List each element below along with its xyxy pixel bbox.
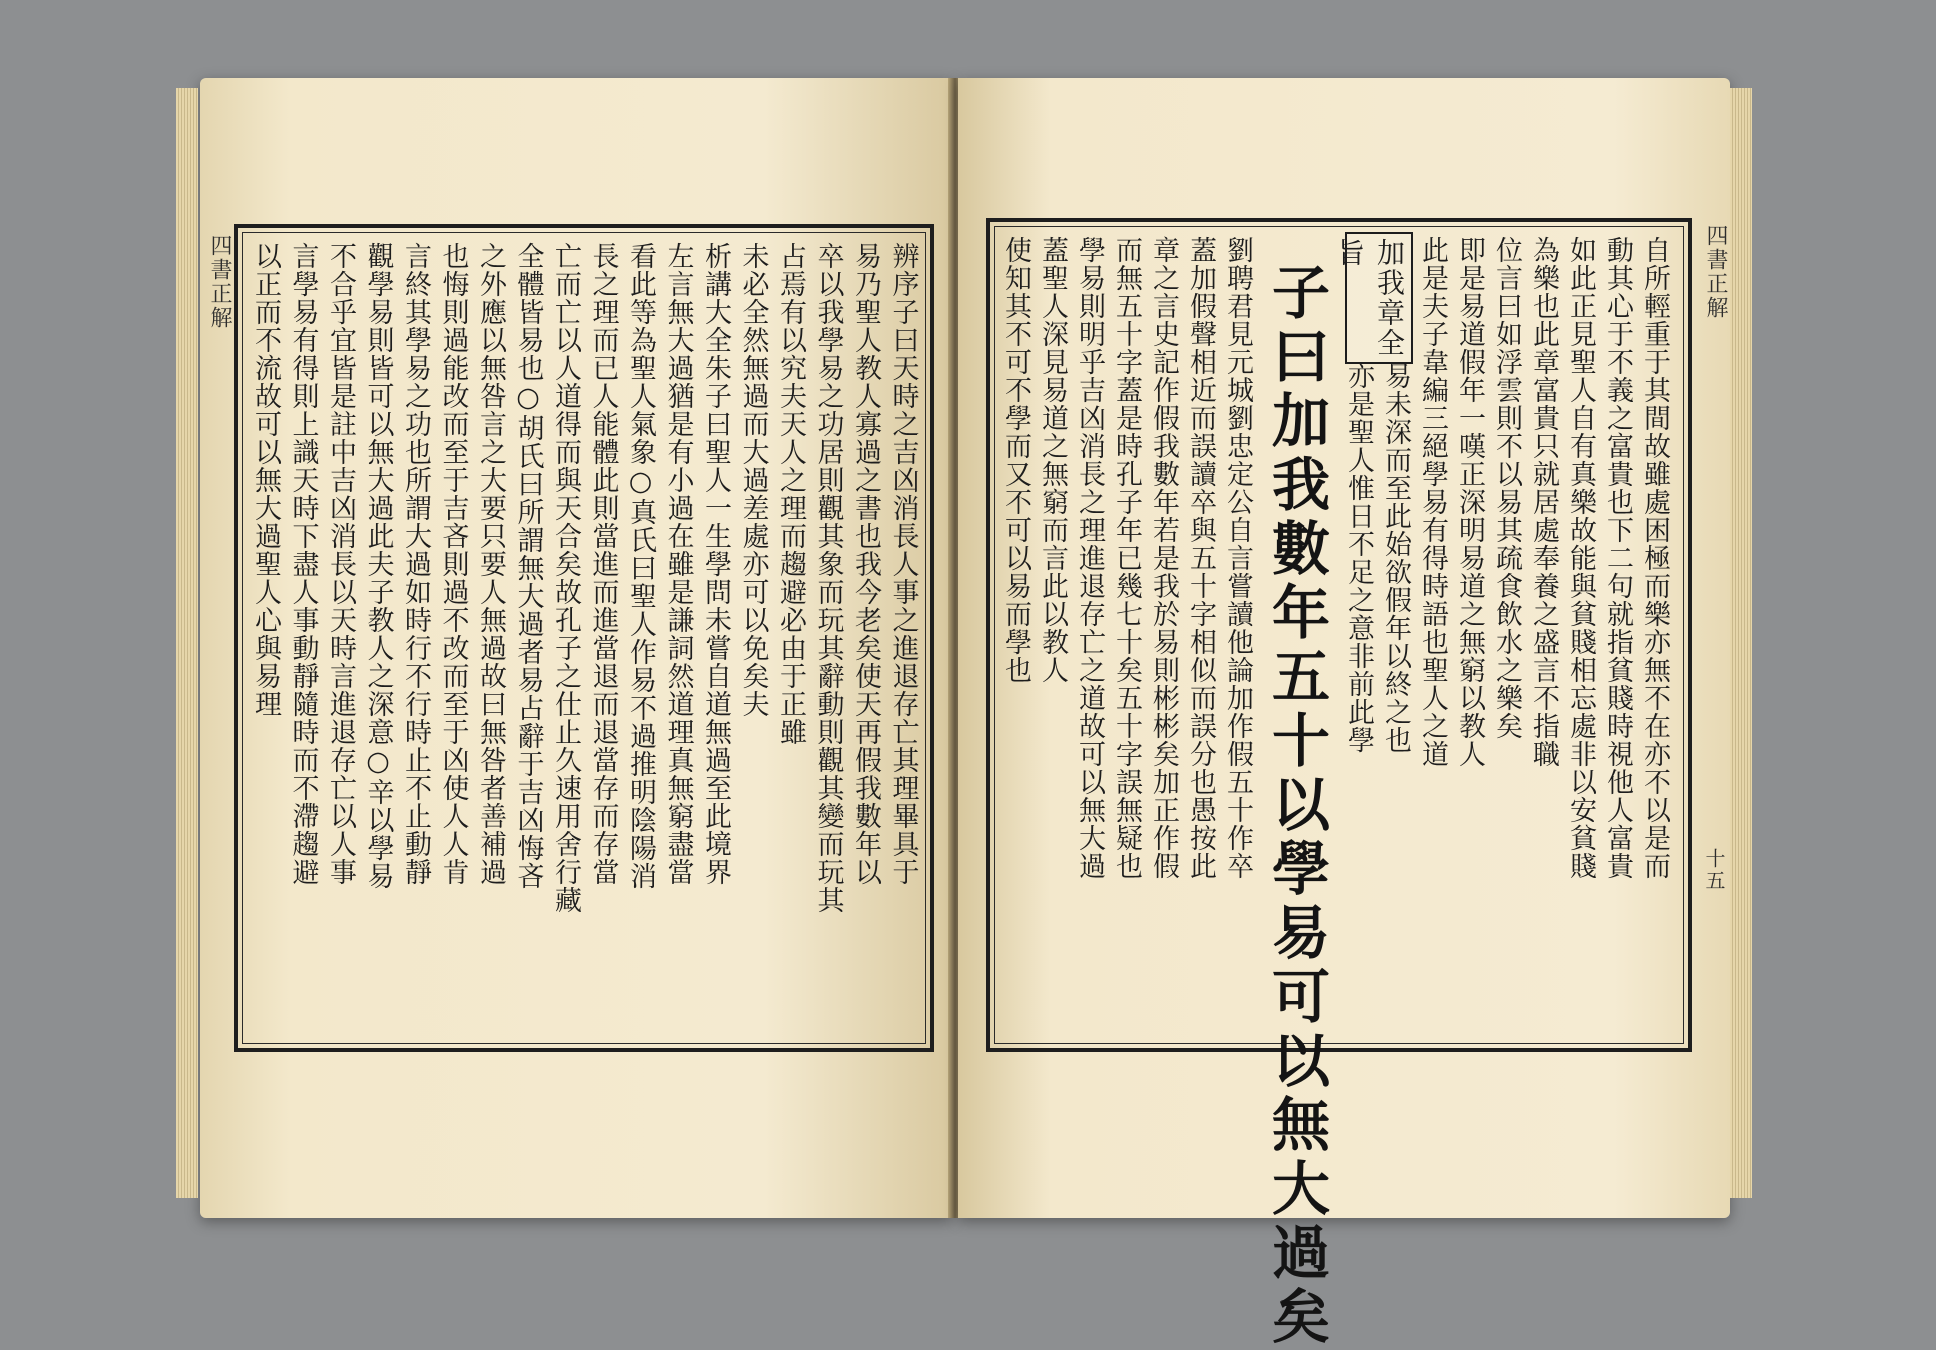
text-column: 自所輕重于其間故雖處困極而樂亦無不在亦不以是而 — [1639, 236, 1670, 880]
text-column: 蓋加假聲相近而誤讀卒與五十字相似而誤分也愚按此 — [1185, 236, 1216, 880]
text-column: 不合乎宜皆是註中吉凶消長以天時言進退存亡以人事 — [325, 242, 356, 886]
text-column: 左言無大過猶是有小過在雖是謙詞然道理真無窮盡當 — [662, 242, 694, 886]
text-column: 如此正見聖人自有真樂故能與貧賤相忘處非以安貧賤 — [1565, 236, 1596, 880]
text-column: 亡而亡以人道得而與天合矣故孔子之仕止久速用舍行藏 — [550, 242, 581, 914]
text-column: 全體皆易也○胡氏曰所謂無大過者易占辭于吉凶悔吝 — [512, 242, 544, 890]
text-column: 析講大全朱子曰聖人一生學問未嘗自道無過至此境界 — [700, 242, 731, 886]
text-column: 看此等為聖人氣象○真氏曰聖人作易不過推明陰陽消 — [625, 242, 656, 890]
text-column: 辨序子曰天時之吉凶消長人事之進退存亡其理畢具于 — [887, 242, 919, 886]
text-column: 劉聘君見元城劉忠定公自言嘗讀他論加作假五十作卒 — [1222, 236, 1253, 880]
text-column: 章之言史記作假我數年若是我於易則彬彬矣加正作假 — [1148, 236, 1179, 880]
text-column: 學易則明乎吉凶消長之理進退存亡之道故可以無大過 — [1074, 236, 1105, 880]
text-column: 言學易有得則上識天時下盡人事動靜隨時而不滯趨避 — [287, 242, 319, 886]
chapter-heading: 子曰加我數年五十以學易可以無大過矣 — [1262, 262, 1330, 1350]
right-margin-label: 四書正解 — [1703, 224, 1728, 320]
text-column: 觀學易則皆可以無大過此夫子教人之深意○辛以學易 — [362, 242, 394, 890]
text-column: 此是夫子韋編三絕學易有得時語也聖人之道 — [1417, 236, 1448, 768]
text-column: 未必全然無過而大過差處亦可以免矣夫 — [737, 242, 769, 718]
text-column: 卒以我學易之功居則觀其象而玩其辭動則觀其變而玩其 — [812, 242, 844, 914]
text-column: 以正而不流故可以無大過聖人心與易理 — [250, 242, 281, 718]
text-column: 使知其不可不學而又不可以易而學也 — [1000, 236, 1031, 684]
open-book — [200, 78, 1730, 1350]
left-page-frame — [234, 224, 934, 1052]
left-margin-label: 四書正解 — [207, 234, 232, 330]
text-column: 動其心于不義之富貴也下二句就指貧賤時視他人富貴 — [1602, 236, 1633, 880]
text-column: 即是易道假年一嘆正深明易道之無窮以教人 — [1454, 236, 1485, 768]
text-column: 易乃聖人教人寡過之書也我今老矣使天再假我數年以 — [850, 242, 881, 886]
section-tag: 加我章全旨 — [1345, 232, 1413, 364]
page-number: 十五 — [1702, 848, 1726, 892]
text-column: 之外應以無咎言之大要只要人無過故曰無咎者善補過 — [475, 242, 506, 886]
right-page — [958, 78, 1730, 1350]
page-edge-stack — [176, 88, 198, 1198]
right-page-frame — [986, 218, 1692, 1350]
text-column: 長之理而已人能體此則當進而進當退而退當存而存當 — [587, 242, 619, 886]
text-column: 言終其學易之功也所謂大過如時行不行時止不止動靜 — [400, 242, 431, 886]
note-column: 易未深而至此始欲假年以終之也 — [1380, 362, 1411, 754]
text-column: 為樂也此章富貴只就居處奉養之盛言不指職 — [1528, 236, 1559, 768]
text-column: 而無五十字蓋是時孔子年已幾七十矣五十字誤無疑也 — [1111, 236, 1142, 880]
note-column: 亦是聖人惟日不足之意非前此學 — [1343, 362, 1374, 754]
text-column: 蓋聖人深見易道之無窮而言此以教人 — [1037, 236, 1068, 684]
text-column: 占焉有以究夫天人之理而趨避必由于正雖 — [775, 242, 806, 746]
text-column: 位言曰如浮雲則不以易其疏食飲水之樂矣 — [1491, 236, 1522, 740]
page-edge-stack-right — [1730, 88, 1752, 1198]
left-page — [200, 78, 952, 1218]
text-column: 也悔則過能改而至于吉吝則過不改而至于凶使人人肯 — [437, 242, 469, 886]
